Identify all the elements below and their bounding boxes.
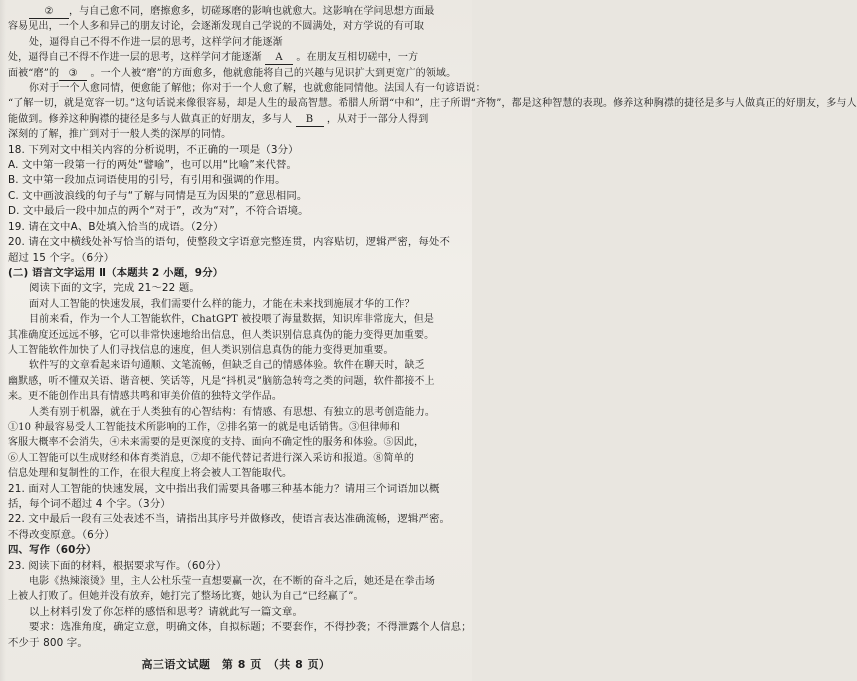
page-footer: 高三语文试题 第 8 页 （共 8 页）	[141, 658, 331, 671]
requirements-line: 要求：选准角度，确定立意，明确文体，自拟标题；不要套作，不得抄袭；不得泄露个人信息；	[29, 621, 472, 634]
question-22-cont: 不得改变原意。（6分）	[8, 528, 115, 541]
passage2-line: 目前来看，作为一个人工智能软件，ChatGPT 被投喂了海量数据，知识库非常庞大，但是	[29, 314, 435, 326]
question-18: 18. 下列对文中相关内容的分析说明，不正确的一项是（3分）	[8, 143, 299, 156]
passage2-line: 信息处理和复制性的工作，在很大程度上将会被人工智能取代。	[8, 468, 293, 480]
section-heading: (二) 语言文字运用 Ⅱ（本题共 2 小题，9分）	[8, 266, 224, 279]
option-a: A. 文中第一段第一行的两处“譬喻”，也可以用“比喻”来代替。	[8, 159, 298, 172]
option-b: B. 文中第一段加点词语使用的引号，有引用和强调的作用。	[8, 174, 286, 187]
passage-line: 深刻的了解，推广到对于一般人类的深厚的同情。	[8, 129, 232, 141]
passage2-line: 幽默感，听不懂双关语、谐音梗、笑话等，凡是“抖机灵”脑筋急转弯之类的问题，软件都接不上	[8, 375, 435, 387]
section-heading: 四、写作（60分）	[8, 544, 97, 557]
passage-line: 能做到。修养这种胸襟的捷径是多与人做真正的好朋友，多与人 B ，从对于一部分人得到	[8, 113, 429, 125]
passage2-line: 其准确度还远远不够，它可以非常快速地给出信息，但人类识别信息真伪的能力变得更加重要。	[8, 329, 435, 341]
question-23: 23. 阅读下面的材料，根据要求写作。（60分）	[8, 559, 227, 572]
passage2-line: 软件写的文章看起来语句通顺、文笔流畅，但缺乏自己的情感体验。软件在聊天时，缺乏	[29, 360, 425, 372]
option-c: C. 文中画波浪线的句子与“了解与同情是互为因果的”意思相同。	[8, 189, 308, 202]
material-line: 上被人打败了。但她并没有放弃，她打完了整场比赛，她认为自己“已经赢了”。	[8, 591, 364, 603]
passage-line: 处，逼得自己不得不作进一层的思考，这样学问才能逐渐	[29, 36, 283, 48]
requirements-line: 不少于 800 字。	[8, 636, 88, 649]
passage2-line: ①10 种最容易受人工智能技术所影响的工作，②排名第一的就是电话销售。③但律师和	[8, 421, 400, 433]
passage2-line: 来。更不能创作出具有情感共鸣和审美价值的独特文学作品。	[8, 391, 283, 403]
blank-b: B	[296, 114, 324, 127]
question-21: 21. 面对人工智能的快速发展，文中指出我们需要具备哪三种基本能力？请用三个词语加以概	[8, 482, 440, 495]
question-20: 20. 请在文中横线处补写恰当的语句，使整段文字语意完整连贯，内容贴切，逻辑严密，每处不	[8, 236, 451, 249]
passage-line: 面被“磨”的 ③ 。一个人被“磨”的方面愈多，他就愈能将自己的兴趣与见识扩大到更宽广的领域。	[8, 67, 457, 79]
passage2-line: 面对人工智能的快速发展，我们需要什么样的能力，才能在未来找到施展才华的工作？	[29, 298, 415, 310]
passage-line: ② ，与自己愈不同，磨擦愈多，切磋琢磨的影响也就愈大。这影响在学问思想方面最	[8, 4, 466, 19]
passage-line: 容易见出，一个人多和异己的朋友讨论，会逐渐发现自己学说的不圆满处，对方学说的有可取	[8, 21, 425, 33]
passage2-line: ⑥人工智能可以生成财经和体育类消息，⑦却不能代替记者进行深入采访和报道。⑧简单的	[8, 452, 414, 464]
prompt-line: 以上材料引发了你怎样的感悟和思考？请就此写一篇文章。	[29, 605, 304, 618]
material-line: 电影《热辣滚烫》里，主人公杜乐莹一直想要赢一次，在不断的奋斗之后，她还是在拳击场	[29, 576, 435, 588]
page-edge-shadow	[0, 0, 6, 681]
blank-3: ③	[59, 68, 87, 81]
reading-instruction: 阅读下面的文字，完成 21～22 题。	[29, 282, 200, 295]
passage-line: 你对于一个人愈同情，便愈能了解他；你对于一个人愈了解，也就愈能同情他。法国人有一句谚语说：	[29, 83, 486, 95]
question-21-cont: 括，每个词不超过 4 个字。（3分）	[8, 498, 171, 510]
question-19: 19. 请在文中A、B处填入恰当的成语。（2分）	[8, 220, 224, 233]
question-22: 22. 文中最后一段有三处表述不当，请指出其序号并做修改，使语言表达准确流畅，逻辑严密。	[8, 513, 451, 526]
passage2-line: 客服大概率不会消失，④未来需要的是更深度的支持、面向不确定性的服务和体验。⑤因此，	[8, 437, 425, 449]
passage2-line: 人类有别于机器，就在于人类独有的心智结构：有情感、有思想、有独立的思考创造能力。	[29, 406, 435, 418]
question-20-cont: 超过 15 个字。（6分）	[8, 251, 115, 264]
option-d: D. 文中最后一段中加点的两个“对于”，改为“对”，不符合语境。	[8, 205, 309, 218]
page-content	[8, 4, 857, 651]
passage-line: 处，逼得自己不得不作进一层的思考，这样学问才能逐渐 A 。在朋友互相切磋中，一方	[8, 52, 419, 64]
blank-a: A	[265, 52, 293, 65]
blank-2: ②	[29, 6, 69, 19]
passage-line: “了解一切，就是宽容一切。”这句话说来像很容易，却是人生的最高智慧。希腊人所谓“中和”，庄子所谓“齐物”，都是这种智慧的表现。修养这种胸襟的捷径是多与人做真正的好朋友，多与人	[8, 98, 857, 110]
passage2-line: 人工智能软件加快了人们寻找信息的速度，但人类识别信息真伪的能力变得更加重要。	[8, 344, 394, 356]
